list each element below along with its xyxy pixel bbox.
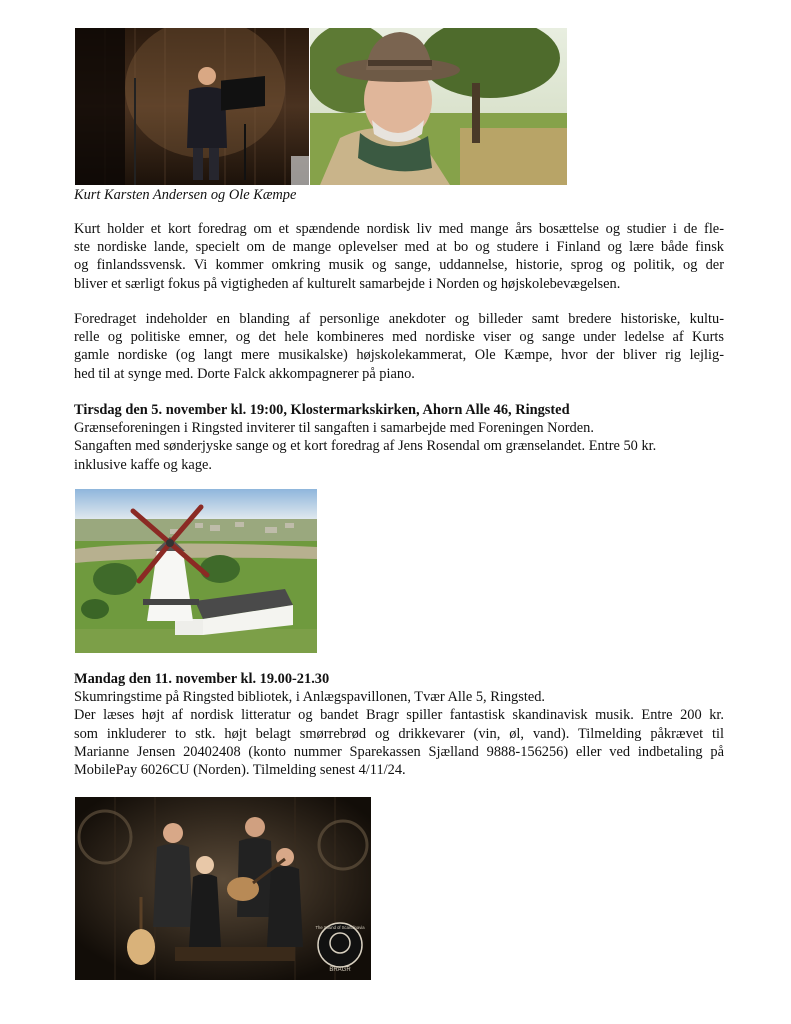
intro-paragraph <box>74 220 724 293</box>
band-logo-text: BRAGR <box>329 967 351 973</box>
performer-on-stage-photo-icon <box>75 28 309 185</box>
man-with-hat-portrait-photo-icon <box>310 28 567 185</box>
event-2-line: Skumringstime på Ringsted bibliotek, i Anlægspavillonen, Tvær Alle 5, Ringsted. <box>74 689 546 706</box>
program-paragraph <box>74 310 724 383</box>
photo-man-with-hat <box>310 28 567 185</box>
event-2-line: MobilePay 6026CU (Norden). Tilmelding senest 4/11/24. <box>74 762 406 779</box>
event-2-line: som inkluderer to stk. højt belagt smørrebrød og drikkevarer (vin, øl, vand). Tilmelding påkrævet til <box>74 725 724 742</box>
photo-band <box>75 797 371 980</box>
program-line: relle og politiske emner, og det hele kombineres med nordiske viser og sange under ledelse af Kurts <box>74 329 724 346</box>
program-line: hed til at synge med. Dorte Falck akkompagnerer på piano. <box>74 365 415 382</box>
event-2-heading: Mandag den 11. november kl. 19.00-21.30 <box>74 671 330 687</box>
band-group-photo-icon <box>75 797 371 980</box>
event-2-line: Marianne Jensen 20402408 (konto nummer Sparekassen Sjælland 9888-156256) eller ved indbetaling på <box>74 743 724 760</box>
program-line: Foredraget indeholder en blanding af personlige anekdoter og billeder samt bredere historiske, kultu- <box>74 311 724 327</box>
event-1 <box>74 401 724 474</box>
event-1-line: Sangaften med sønderjyske sange og et kort foredrag af Jens Rosendal om grænselandet. Entre 50 kr. <box>74 438 657 455</box>
event-1-line: Grænseforeningen i Ringsted inviterer til sangaften i samarbejde med Foreningen Norden. <box>74 420 594 437</box>
intro-line: ste nordiske lande, specielt om de mange oplevelser med at bo og studere i Finland og lære både finsk <box>74 239 724 256</box>
intro-line: bliver et særligt fokus på vigtigheden af kulturelt samarbejde i Norden og højskolebevægelsen. <box>74 275 621 292</box>
intro-line: og finlandssvensk. Vi kommer omkring musik og sange, uddannelse, historie, sprog og politik, og der <box>74 257 724 274</box>
photo-performer <box>75 28 309 185</box>
intro-line: Kurt holder et kort foredrag om et spændende nordisk liv med mange års bosættelse og studier i de fle- <box>74 221 724 237</box>
event-2-line: Der læses højt af nordisk litteratur og bandet Bragr spiller fantastisk skandinavisk musik. Entre 200 kr. <box>74 707 724 724</box>
event-1-heading: Tirsdag den 5. november kl. 19:00, Klostermarkskirken, Ahorn Alle 46, Ringsted <box>74 402 570 418</box>
photo-windmill <box>75 489 317 653</box>
event-1-line: inklusive kaffe og kage. <box>74 456 213 473</box>
band-badge-text: The Sound of Scandinavia <box>315 925 365 930</box>
event-2 <box>74 670 724 779</box>
windmill-aerial-photo-icon <box>75 489 317 653</box>
program-line: gamle nordiske (og langt mere musikalske) højskolekammerat, Ole Kæmpe, hvor der bliver rig lejlig- <box>74 347 724 364</box>
photo-caption: Kurt Karsten Andersen og Ole Kæmpe <box>74 187 297 203</box>
